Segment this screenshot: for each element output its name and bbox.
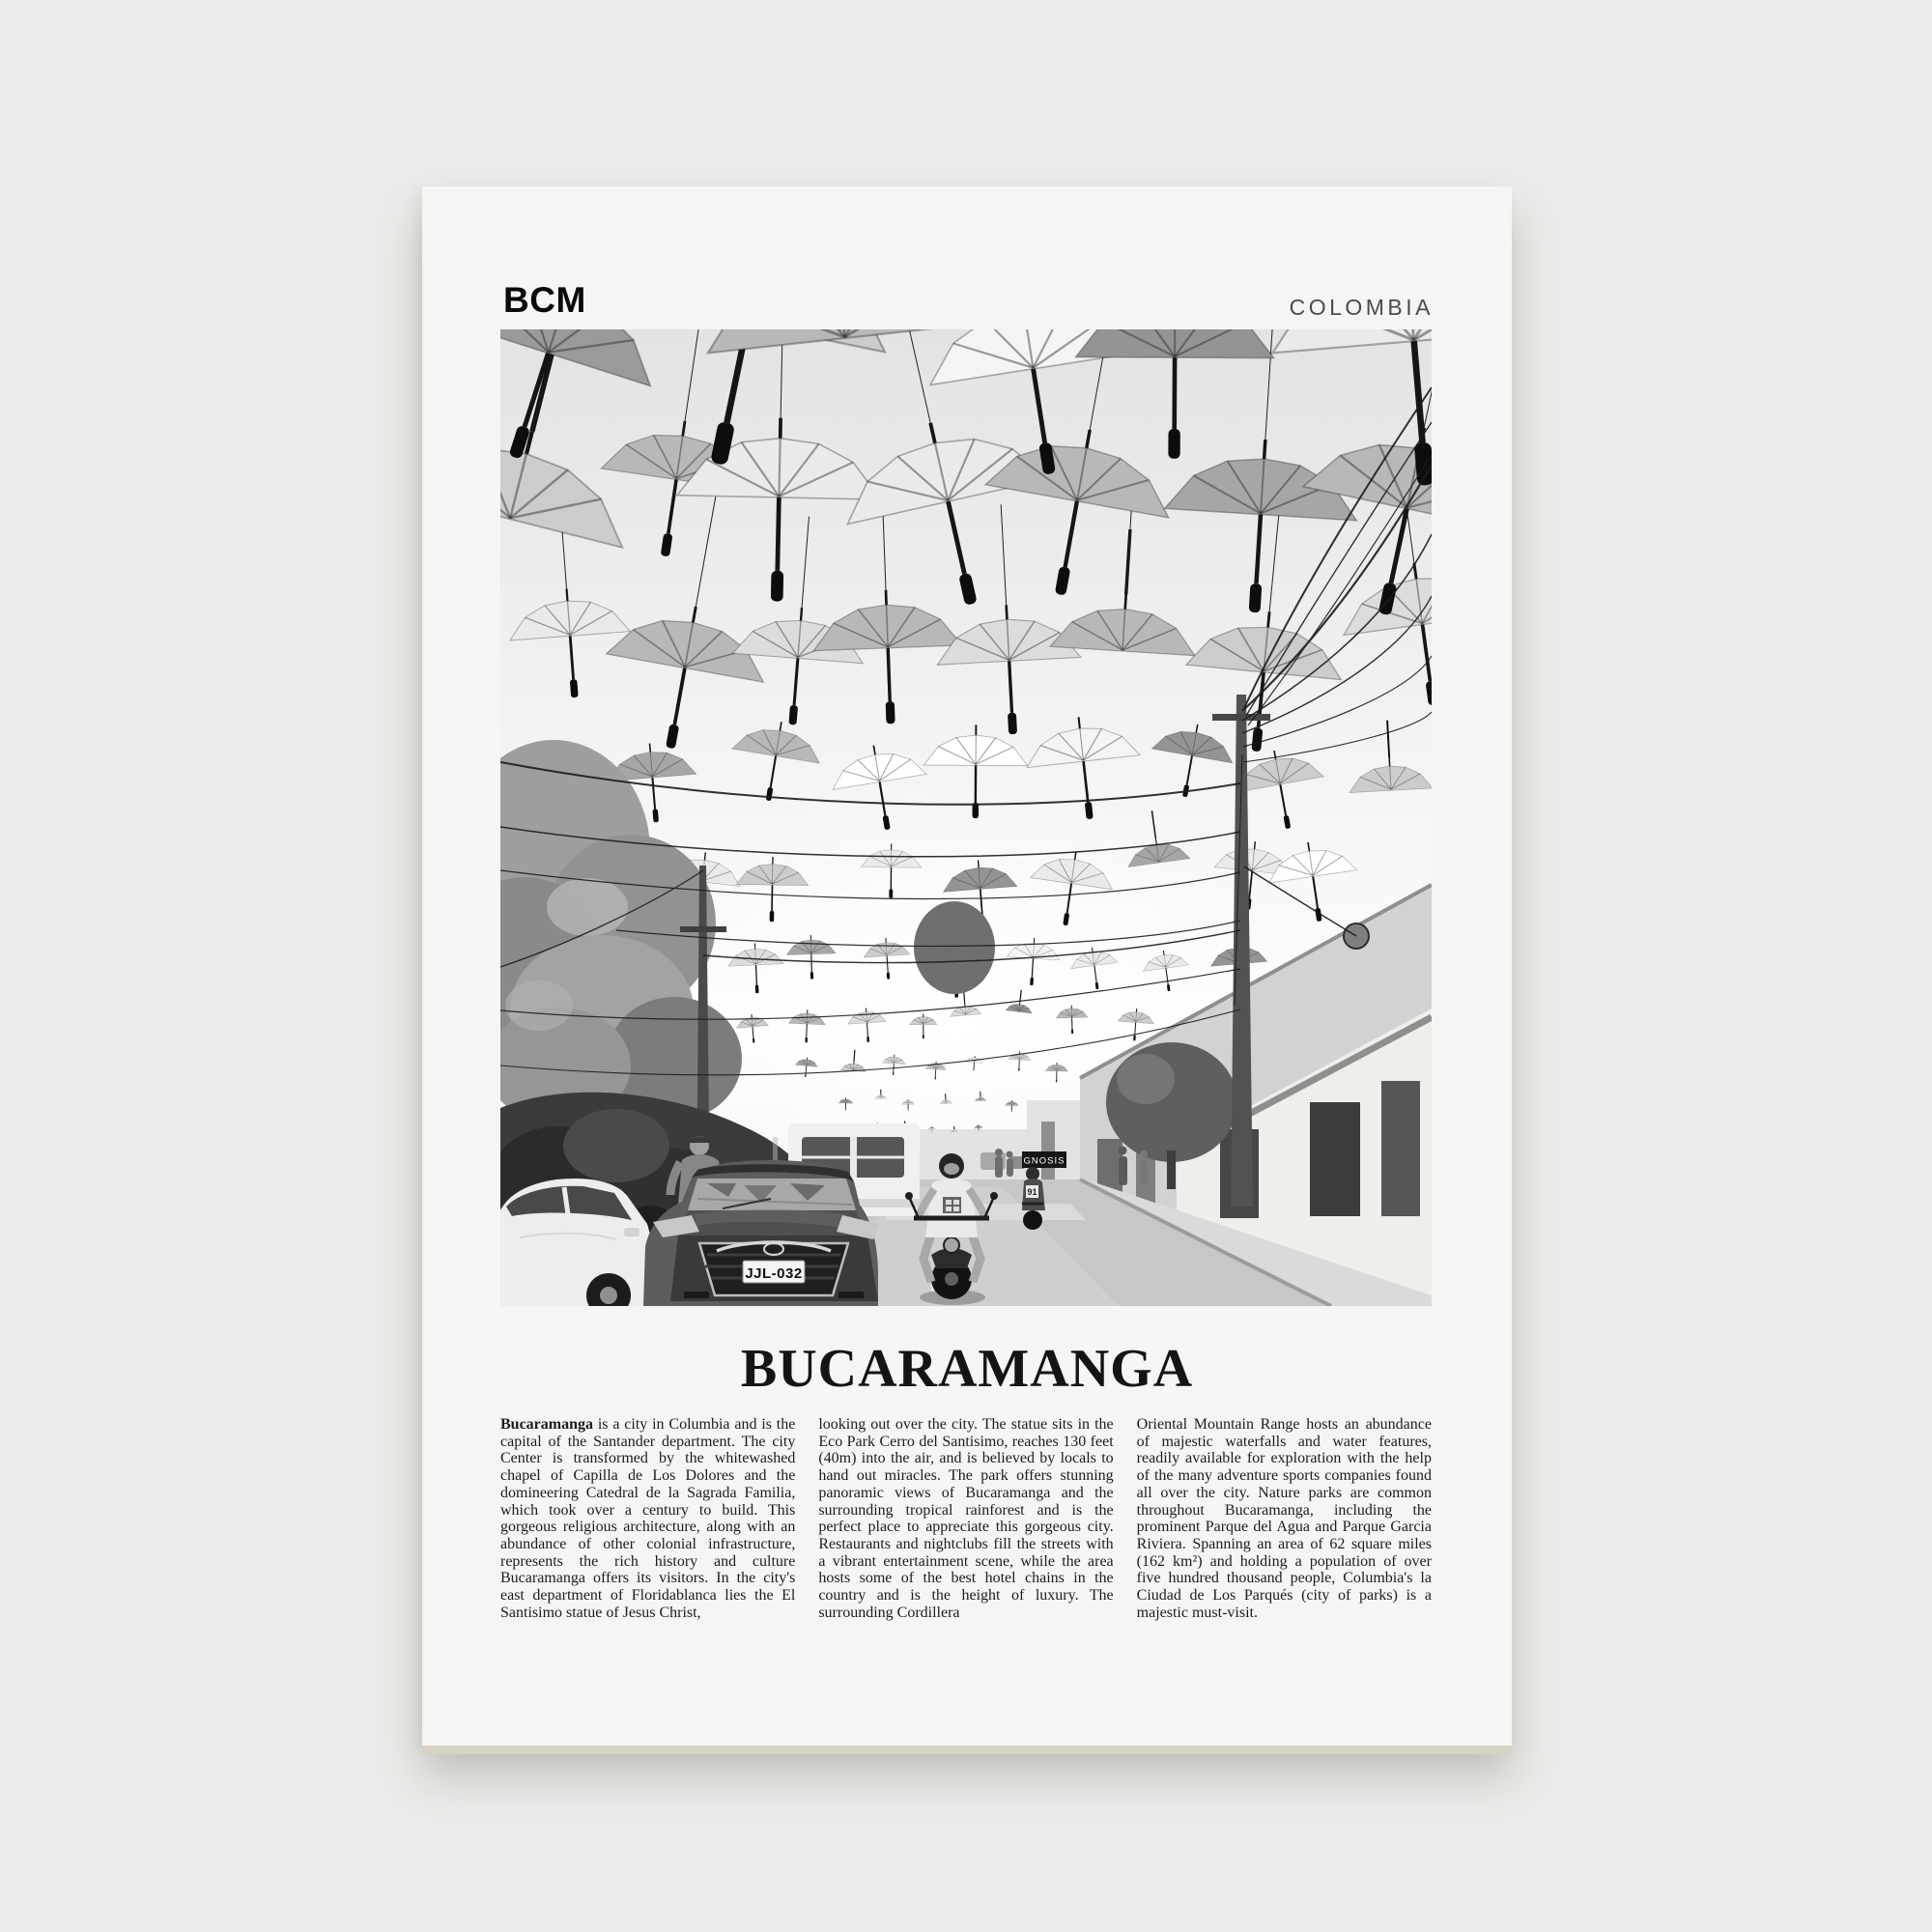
backpack-number-text: 91 [1027, 1187, 1037, 1197]
gnosis-sign [1022, 1151, 1066, 1168]
article-column-1-text: is a city in Columbia and is the capital of the Santander department. The city Center is transformed by the whitewashed chapel of Capilla de Los Dolores and the domineering Catedral de la Sagrada Familia, which took over a century to build. This gorgeous religious architecture, along with an abundance of other colonial infrastructure, represents the rich history and culture Bucaramanga offers its visitors. In the city's east department of Floridablanca lies the El Santisimo statue of Jesus Christ, [500, 1416, 796, 1621]
country-label: COLOMBIA [1289, 295, 1434, 320]
article-column-1 [500, 1416, 795, 1621]
article-text [500, 1416, 1432, 1621]
article-column-2: looking out over the city. The statue sits in the Eco Park Cerro del Santisimo, reaches 130 feet (40m) into the air, and is believed by locals to hand out miracles. The park offers stunning panoramic views of Bucaramanga and the surrounding tropical rainforest and is the perfect place to appreciate this gorgeous city. Restaurants and nightclubs fill the streets with a vibrant entertainment scene, while the area hosts some of the best hotel chains in the country and is the height of luxury. The surrounding Cordillera [818, 1416, 1114, 1621]
poster [422, 186, 1512, 1746]
street-umbrellas-photo [500, 329, 1432, 1306]
article-column-3: Oriental Mountain Range hosts an abundance of majestic waterfalls and water features, readily available for exploration with the help of the many adventure sports companies found all over the city. Nature parks are common throughout Bucaramanga, including the prominent Parque del Agua and Parque Garcia Riviera. Spanning an area of 62 square miles (162 km²) and holding a population of over five hundred thousand people, Columbia's la Ciudad de Los Parqués (city of parks) is a majestic must-visit. [1136, 1416, 1432, 1621]
poster-title: BUCARAMANGA [740, 1339, 1194, 1399]
gnosis-sign-text: GNOSIS [1023, 1155, 1065, 1167]
brand-logo: BCM [503, 280, 586, 320]
license-plate-text: JJL-032 [745, 1265, 803, 1282]
hero-photo [500, 329, 1432, 1306]
article-lead-word: Bucaramanga [500, 1416, 593, 1433]
